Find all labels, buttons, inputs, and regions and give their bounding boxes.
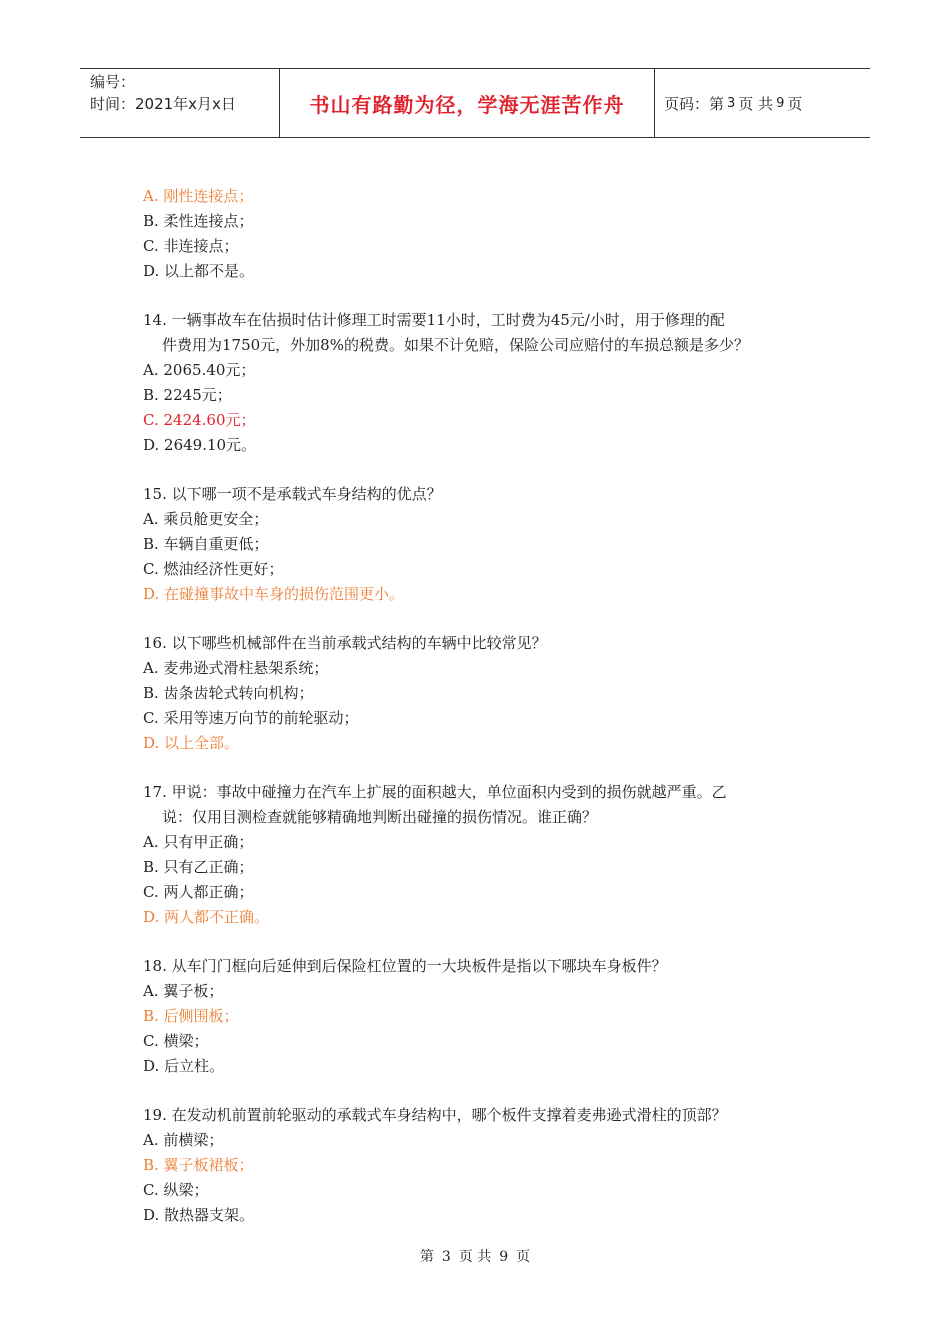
question-content: [143, 184, 813, 1228]
page-footer: [0, 1246, 950, 1266]
footer-total: 9: [499, 1249, 509, 1265]
answer-option-highlighted: D. 两人都不正确。: [143, 908, 270, 926]
question-line: C. 横梁；: [143, 1032, 209, 1050]
question-line: 17. 甲说：事故中碰撞力在汽车上扩展的面积越大，单位面积内受到的损伤就越严重。乙: [143, 783, 727, 801]
answer-option-highlighted: D. 以上全部。: [143, 734, 240, 752]
question-line: A. 2065.40元；: [143, 361, 256, 379]
footer-suffix: 页: [516, 1249, 531, 1265]
document-date: 时间：2021年x月x日: [90, 95, 236, 113]
question-spacer: [143, 1079, 813, 1103]
question-line: 15. 以下哪一项不是承载式车身结构的优点？: [143, 485, 442, 503]
page-label-prefix: 页码：第: [664, 94, 725, 113]
question-spacer: [143, 607, 813, 631]
header-motto-cell: [280, 69, 655, 137]
footer-mid: 页 共: [458, 1249, 492, 1265]
question-line: 16. 以下哪些机械部件在当前承载式结构的车辆中比较常见？: [143, 634, 547, 652]
question-line: 说：仅用目测检查就能够精确地判断出碰撞的损伤情况。谁正确？: [162, 808, 598, 826]
question-line: A. 只有甲正确；: [143, 833, 254, 851]
question-line: B. 车辆自重更低；: [143, 535, 269, 553]
question-spacer: [143, 284, 813, 308]
question-line: C. 燃油经济性更好；: [143, 560, 284, 578]
footer-current: 3: [441, 1249, 451, 1265]
question-line: D. 以上都不是。: [143, 262, 255, 280]
question-line: C. 两人都正确；: [143, 883, 254, 901]
question-line: A. 麦弗逊式滑柱悬架系统；: [143, 659, 329, 677]
question-line: 14. 一辆事故车在估损时估计修理工时需要11小时，工时费为45元/小时，用于修理的配: [143, 311, 725, 329]
question-spacer: [143, 458, 813, 482]
question-line: A. 翼子板；: [143, 982, 224, 1000]
footer-prefix: 第: [419, 1249, 434, 1265]
document-number-label: 编号：: [90, 73, 136, 91]
page-label-suffix: 页: [787, 94, 803, 113]
question-line: C. 非连接点；: [143, 237, 239, 255]
question-line: D. 散热器支架。: [143, 1206, 255, 1224]
question-line: B. 柔性连接点；: [143, 212, 254, 230]
header-page-info: [654, 69, 870, 137]
header-meta: [80, 69, 280, 137]
question-line: A. 前横梁；: [143, 1131, 224, 1149]
question-line: A. 乘员舱更安全；: [143, 510, 269, 528]
answer-option-highlighted: D. 在碰撞事故中车身的损伤范围更小。: [143, 585, 405, 603]
page-label-mid: 页 共: [738, 94, 774, 113]
answer-option-highlighted: C. 2424.60元；: [143, 411, 256, 429]
question-line: C. 采用等速万向节的前轮驱动；: [143, 709, 359, 727]
question-line: 19. 在发动机前置前轮驱动的承载式车身结构中，哪个板件支撑着麦弗逊式滑柱的顶部？: [143, 1106, 727, 1124]
answer-option-highlighted: A. 刚性连接点；: [143, 187, 254, 205]
question-line: B. 齿条齿轮式转向机构；: [143, 684, 314, 702]
question-line: B. 2245元；: [143, 386, 232, 404]
question-spacer: [143, 756, 813, 780]
page-total: 9: [776, 95, 785, 111]
answer-option-highlighted: B. 翼子板裙板；: [143, 1156, 254, 1174]
question-line: B. 只有乙正确；: [143, 858, 254, 876]
question-line: D. 2649.10元。: [143, 436, 257, 454]
question-line: 件费用为1750元，外加8%的税费。如果不计免赔，保险公司应赔付的车损总额是多少？: [162, 336, 749, 354]
answer-option-highlighted: B. 后侧围板；: [143, 1007, 239, 1025]
question-line: C. 纵梁；: [143, 1181, 209, 1199]
question-line: 18. 从车门门框向后延伸到后保险杠位置的一大块板件是指以下哪块车身板件？: [143, 957, 667, 975]
page-header: [80, 68, 870, 138]
page-current: 3: [727, 95, 736, 111]
question-line: D. 后立柱。: [143, 1057, 225, 1075]
question-spacer: [143, 930, 813, 954]
header-motto: 书山有路勤为径，学海无涯苦作舟: [309, 92, 625, 117]
